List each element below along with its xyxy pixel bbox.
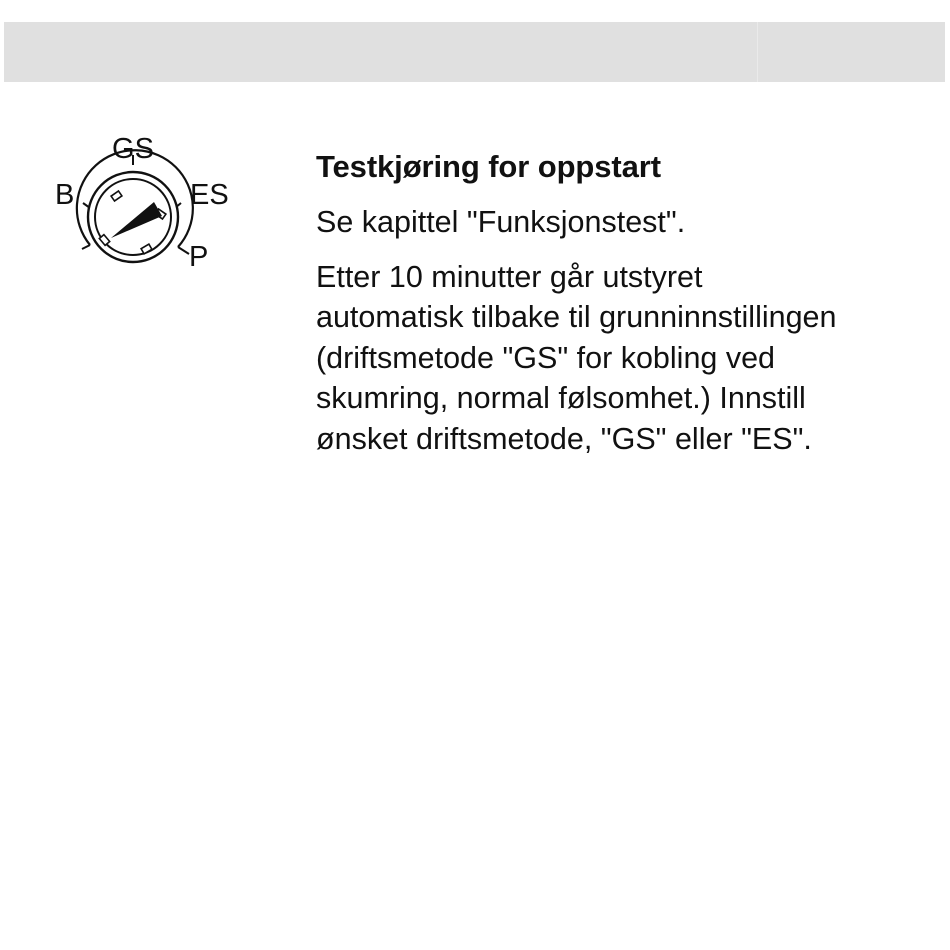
instruction-section [316,146,936,459]
dial-arc-end-right [178,247,189,254]
paragraph-line: Etter 10 minutter går utstyret [316,259,703,294]
dial-label-es: ES [190,179,229,211]
paragraph-line: (driftsmetode "GS" for kobling ved [316,340,776,375]
paragraph-line: ønsket driftsmetode, "GS" eller "ES". [316,421,812,456]
header-divider [757,22,758,82]
header-band [4,22,945,82]
section-heading: Testkjøring for oppstart [316,149,661,184]
paragraph-line: automatisk tilbake til grunninnstillingen [316,300,837,334]
dial-label-b: B [55,179,75,211]
reference-paragraph: Se kapittel "Funksjonstest". [316,205,686,239]
dial-label-p: P [189,241,209,273]
dial-arc-end-left [82,245,90,249]
dial-label-gs: GS [112,133,154,165]
instruction-paragraph [316,257,936,460]
mode-selector-dial-icon [44,128,254,278]
paragraph-line: skumring, normal følsomhet.) Innstill [316,381,806,415]
